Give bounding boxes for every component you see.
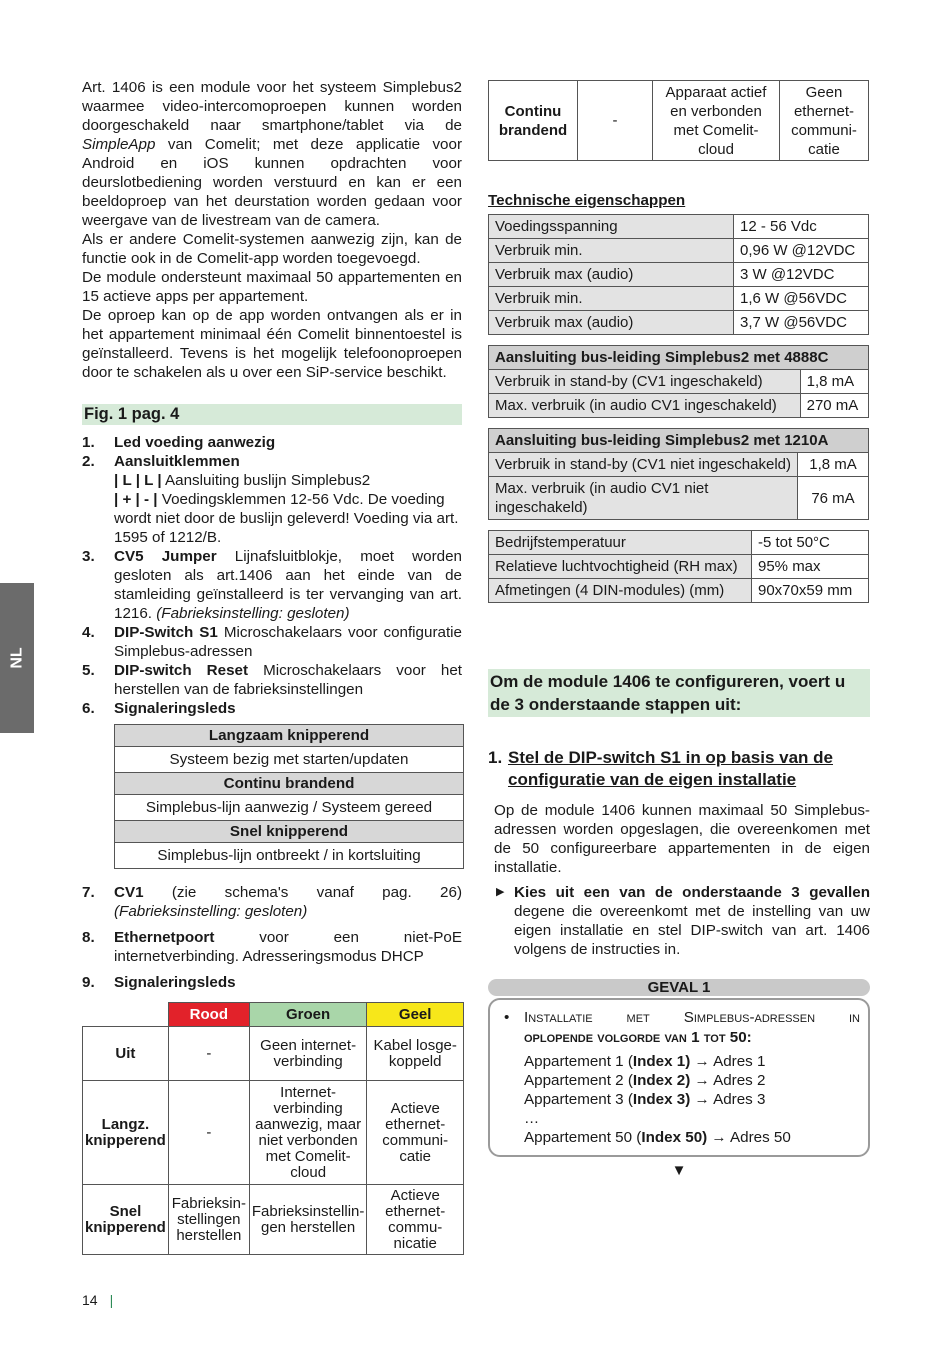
apartment-address: → Adres 1: [690, 1053, 766, 1070]
table-header: Aansluiting bus-leiding Simplebus2 met 4888C: [489, 346, 869, 370]
list-item: [82, 547, 462, 623]
table-cell: -: [168, 1027, 249, 1081]
table-cell: 3,7 W @56VDC: [734, 311, 869, 335]
step-1-bullet: [488, 883, 870, 959]
apartment-index: Index 3): [632, 1091, 691, 1108]
table-cell: Afmetingen (4 DIN-modules) (mm): [489, 579, 752, 603]
item-text: Microschakelaars voor configuratie Simplebus-adressen: [114, 624, 462, 660]
table-cell: 3 W @12VDC: [734, 263, 869, 287]
table-corner: [83, 1003, 169, 1027]
item-number: 4.: [82, 624, 95, 641]
list-item: [524, 1071, 860, 1090]
list-item: [82, 928, 462, 966]
list-item: [82, 433, 462, 452]
apartment-index: Index 50): [641, 1129, 708, 1146]
table-cell: 12 - 56 Vdc: [734, 215, 869, 239]
table-cell: Bedrijfstemperatuur: [489, 531, 752, 555]
intro-text: van Comelit; met deze applicatie voor Android en iOS kunnen opdrachten voor deurslotbediening worden verstuurd en kan er een beeldoproep van het deurstation worden gedaan voor weergave van de livestream van de camera.: [82, 136, 462, 229]
table-cell: 1,8 mA: [800, 370, 868, 394]
item-title: Ethernetpoort: [114, 929, 215, 946]
item-text: Microschakelaars voor het herstellen van de fabrieksinstellingen: [114, 662, 462, 698]
intro-paragraph-4: De oproep kan op de app worden ontvangen als er in het appartement minimaal één Comelit binnentoestel is geïnstalleerd. Tevens is het mogelijk telefoonoproepen door te schakelen als u over een SiP-service beschikt.: [82, 307, 462, 381]
table-cell: Verbruik in stand-by (CV1 niet ingeschakeld): [489, 453, 798, 477]
table-cell: Kabel losge-koppeld: [367, 1027, 464, 1081]
table-cell: Actieve ethernet-commu-nicatie: [367, 1185, 464, 1255]
table-cell: Verbruik min.: [489, 239, 734, 263]
item-text: Voedingsklemmen 12-56 Vdc. De voeding wordt niet door de buslijn geleverd! Voeding via art. 1595 of 1212/B.: [114, 491, 459, 546]
column-header-red: Rood: [168, 1003, 249, 1027]
step-1-heading: [488, 747, 870, 791]
table-header: Aansluiting bus-leiding Simplebus2 met 1210A: [489, 429, 869, 453]
item-title: CV5 Jumper: [114, 548, 217, 565]
list-item: [82, 883, 462, 921]
bullet-text: degene die overeenkomt met de instelling van uw eigen installatie en stel DIP-switch van art. 1406 volgens de instructies in.: [514, 903, 870, 958]
table-cell: Geen ethernet-communi-catie: [780, 81, 869, 161]
item-text: voor een niet-PoE internetverbinding. Adresseringsmodus DHCP: [114, 929, 462, 965]
bus-1210a-table: [488, 428, 869, 520]
down-arrow-icon: ▼: [671, 1162, 687, 1179]
figure-heading: Fig. 1 pag. 4: [82, 404, 462, 425]
table-cell: 270 mA: [800, 394, 868, 418]
case-1-box: [488, 998, 870, 1157]
item-number: 7.: [82, 884, 95, 901]
environment-table: [488, 530, 869, 603]
table-cell: 90x70x59 mm: [752, 579, 869, 603]
table-cell: Simplebus-lijn aanwezig / Systeem gereed: [115, 795, 464, 821]
table-cell: 76 mA: [798, 477, 869, 520]
item-note: (Fabrieksinstelling: gesloten): [156, 605, 350, 622]
apartment-index: Index 2): [632, 1072, 691, 1089]
list-item: [82, 699, 462, 718]
led-status-table-continued: [488, 80, 869, 161]
item-note: (Fabrieksinstelling: gesloten): [114, 903, 308, 920]
table-cell: -5 tot 50°C: [752, 531, 869, 555]
tech-specs-table: [488, 214, 869, 335]
signal-led-table: [114, 724, 464, 869]
table-cell: Fabrieksin-stellingen herstellen: [168, 1185, 249, 1255]
apartment-address: → Adres 2: [690, 1072, 766, 1089]
case-1-line-2: oplopende volgorde van 1 tot 50:: [524, 1029, 752, 1046]
list-item: [524, 1128, 860, 1147]
apartment-label: Appartement 1 (: [524, 1053, 633, 1070]
table-cell: 1,8 mA: [798, 453, 869, 477]
list-item: [82, 623, 462, 661]
list-item: [82, 452, 462, 547]
list-item: [524, 1052, 860, 1071]
bullet-dot-icon: •: [504, 1009, 510, 1026]
table-cell: Actieve ethernet-communi-catie: [367, 1081, 464, 1185]
item-number: 6.: [82, 700, 95, 717]
item-number: 3.: [82, 548, 95, 565]
item-title: Aansluitklemmen: [114, 453, 240, 470]
apartment-label: Appartement 2 (: [524, 1072, 633, 1089]
apartment-address: → Adres 3: [690, 1091, 766, 1108]
item-title: DIP-Switch S1: [114, 624, 218, 641]
table-cell: Geen internet-verbinding: [249, 1027, 367, 1081]
terminal-code: | L | L |: [114, 472, 162, 489]
item-number: 1.: [82, 434, 95, 451]
item-number: 8.: [82, 929, 95, 946]
right-column: [488, 80, 870, 1180]
table-row: [489, 239, 869, 263]
table-cell: Voedingsspanning: [489, 215, 734, 239]
table-header: Snel knipperend: [115, 821, 464, 843]
bus-4888c-table: [488, 345, 869, 418]
column-header-green: Groen: [249, 1003, 367, 1027]
item-text: Aansluiting buslijn Simplebus2: [161, 472, 371, 489]
apartment-list: [502, 1052, 860, 1147]
terminal-code: | + | - |: [114, 491, 158, 508]
intro-text: Art. 1406 is een module voor het systeem Simplebus2 waarmee video-intercomoproepen kunnen worden doorgeschakeld naar smartphone/tablet via de: [82, 79, 462, 134]
item-text: (zie schema's vanaf pag. 26): [143, 884, 462, 901]
bullet-bold: Kies uit een van de onderstaande 3 gevallen: [514, 884, 870, 901]
intro-paragraph-3: De module ondersteunt maximaal 50 appartementen en 15 actieve apps per appartement.: [82, 269, 462, 305]
column-header-yellow: Geel: [367, 1003, 464, 1027]
table-cell: Verbruik in stand-by (CV1 ingeschakeld): [489, 370, 801, 394]
table-cell: Simplebus-lijn ontbreekt / in kortsluiting: [115, 843, 464, 869]
case-1-title: [502, 1008, 860, 1048]
table-row: [489, 311, 869, 335]
case-1-line-1: Installatie met Simplebus-adressen in: [524, 1009, 860, 1026]
language-tab: [0, 583, 34, 733]
page-number: 14: [82, 1292, 98, 1308]
row-header: Langz. knipperend: [83, 1081, 169, 1185]
table-cell: Verbruik max (audio): [489, 311, 734, 335]
step-number: 1.: [488, 748, 503, 767]
item-number: 9.: [82, 974, 95, 991]
table-cell: Verbruik max (audio): [489, 263, 734, 287]
table-cell: 1,6 W @56VDC: [734, 287, 869, 311]
item-title: Led voeding aanwezig: [114, 434, 276, 451]
table-cell: Apparaat actief en verbonden met Comelit-cloud: [653, 81, 780, 161]
table-header: Continu brandend: [115, 773, 464, 795]
table-header: Langzaam knipperend: [115, 725, 464, 747]
table-cell: Max. verbruik (in audio CV1 niet ingeschakeld): [489, 477, 798, 520]
apartment-label: Appartement 3 (: [524, 1091, 633, 1108]
row-header: Uit: [83, 1027, 169, 1081]
component-list-continued: [82, 883, 462, 992]
intro-paragraph-2: Als er andere Comelit-systemen aanwezig zijn, kan de functie ook in de Comelit-app worden toegevoegd.: [82, 231, 462, 267]
table-cell: -: [578, 81, 653, 161]
config-heading: Om de module 1406 te configureren, voert u de 3 onderstaande stappen uit:: [488, 669, 870, 717]
item-title: Signaleringsleds: [114, 700, 236, 717]
language-tab-label: NL: [8, 647, 26, 669]
row-header: Snel knipperend: [83, 1185, 169, 1255]
table-cell: Relatieve luchtvochtigheid (RH max): [489, 555, 752, 579]
page-separator: |: [109, 1292, 114, 1308]
apartment-label: Appartement 50 (: [524, 1129, 642, 1146]
table-cell: 0,96 W @12VDC: [734, 239, 869, 263]
item-title: CV1: [114, 884, 144, 901]
table-cell: -: [168, 1081, 249, 1185]
table-row: [489, 287, 869, 311]
apartment-address: → Adres 50: [707, 1129, 791, 1146]
triangle-right-icon: ▶: [496, 886, 505, 898]
row-header: Continu brandend: [489, 81, 578, 161]
case-1-header: GEVAL 1: [488, 979, 870, 996]
app-name: SimpleApp: [82, 136, 156, 153]
list-item: [524, 1090, 860, 1109]
table-cell: Fabrieksinstellin-gen herstellen: [249, 1185, 367, 1255]
list-item: [82, 973, 462, 992]
left-column: [82, 78, 462, 1255]
item-text: Lijnafsluitblokje, moet worden gesloten als art.1406 aan het einde van de stamleiding geïnstalleerd is ter vervanging van art. 1216.: [114, 548, 462, 622]
component-list: [82, 433, 462, 718]
item-title: Signaleringsleds: [114, 974, 236, 991]
table-cell: Internet-verbinding aanwezig, maar niet verbonden met Comelit-cloud: [249, 1081, 367, 1185]
item-number: 2.: [82, 453, 95, 470]
table-cell: 95% max: [752, 555, 869, 579]
step-title: Stel de DIP-switch S1 in op basis van de configuratie van de eigen installatie: [508, 748, 833, 789]
list-item: [82, 661, 462, 699]
step-1-text: Op de module 1406 kunnen maximaal 50 Simplebus-adressen worden opgeslagen, die overeenkomen met de 50 configureerbare appartementen in de eigen installatie.: [494, 802, 870, 876]
led-status-table: [82, 1002, 464, 1255]
item-title: DIP-switch Reset: [114, 662, 249, 679]
ellipsis: …: [524, 1110, 540, 1127]
item-number: 5.: [82, 662, 95, 679]
table-row: [489, 215, 869, 239]
table-cell: Max. verbruik (in audio CV1 ingeschakeld): [489, 394, 801, 418]
intro-paragraph-1: [82, 78, 462, 230]
table-cell: Systeem bezig met starten/updaten: [115, 747, 464, 773]
tech-specs-title: Technische eigenschappen: [488, 192, 686, 209]
table-row: [489, 263, 869, 287]
page-footer: [82, 1291, 113, 1310]
apartment-index: Index 1): [632, 1053, 691, 1070]
table-cell: Verbruik min.: [489, 287, 734, 311]
